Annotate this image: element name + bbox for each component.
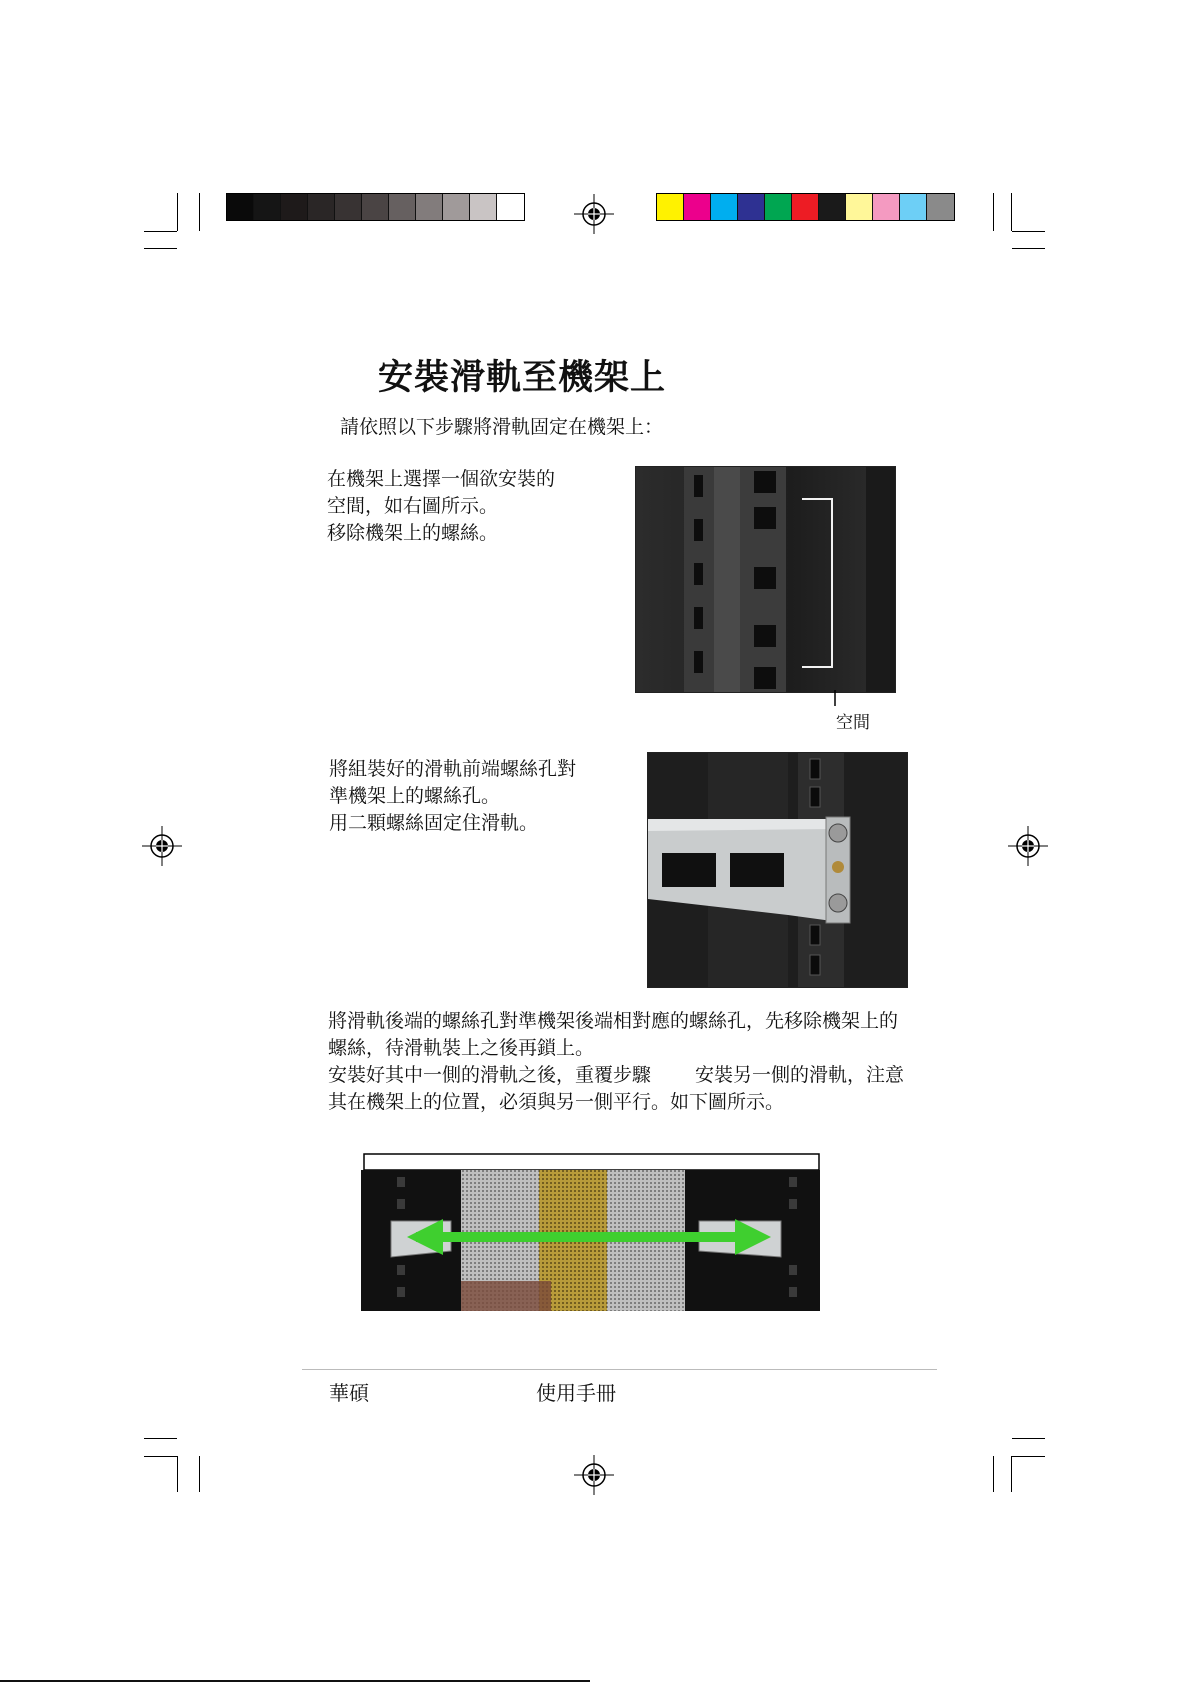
step1-line: 移除機架上的螺絲。 [327,522,499,544]
crop-mark [1012,1438,1045,1439]
color-swatch [497,194,524,220]
rail-front-photo [647,752,908,988]
step3-line: 安裝好其中一側的滑軌之後，重覆步驟 安裝另一側的滑軌，注意 [328,1064,905,1086]
footer-brand: 華碩 [329,1381,369,1405]
rack-parallel-rails-photo [361,1153,820,1311]
color-swatch [362,194,389,220]
crop-mark [1012,231,1045,232]
crosshair-target-icon [574,194,614,234]
crop-mark [144,248,177,249]
crop-mark [199,1456,200,1492]
grayscale-color-bar [226,193,525,221]
crosshair-target-icon [574,1455,614,1495]
crop-mark [1011,1456,1012,1492]
crosshair-target-icon [1008,826,1048,866]
caption-leader-line [833,690,837,706]
color-swatch [416,194,443,220]
step3-line: 螺絲，待滑軌裝上之後再鎖上。 [328,1037,595,1059]
step3-line: 將滑軌後端的螺絲孔對準機架後端相對應的螺絲孔，先移除機架上的 [328,1010,899,1032]
color-swatch [281,194,308,220]
color-swatch [738,194,765,220]
intro-text: 請依照以下步驟將滑軌固定在機架上： [340,416,664,438]
step3-line: 其在機架上的位置，必須與另一側平行。如下圖所示。 [328,1091,785,1113]
color-swatch [927,194,954,220]
color-swatch [254,194,281,220]
color-swatch [227,194,254,220]
crosshair-target-icon [142,826,182,866]
crop-mark [199,193,200,231]
crop-mark [1012,1456,1045,1457]
step1-line: 在機架上選擇一個欲安裝的 [327,468,556,490]
process-color-bar [656,193,955,221]
space-caption: 空間 [836,713,870,733]
color-swatch [684,194,711,220]
color-swatch [657,194,684,220]
color-swatch [765,194,792,220]
page-title: 安裝滑軌至機架上 [378,358,667,398]
crop-mark [177,1456,178,1492]
footer-divider [302,1369,937,1370]
color-swatch [443,194,470,220]
color-swatch [819,194,846,220]
step2-line: 將組裝好的滑軌前端螺絲孔對 [329,758,577,780]
bottom-border-line [0,1680,590,1682]
footer-manual-title: 使用手冊 [536,1381,616,1405]
color-swatch [470,194,497,220]
crop-mark [993,1456,994,1492]
color-swatch [873,194,900,220]
crop-mark [177,193,178,231]
color-swatch [308,194,335,220]
rack-space-photo [635,466,896,693]
color-swatch [900,194,927,220]
color-swatch [846,194,873,220]
step2-text [329,756,576,837]
step3-text [328,1008,904,1116]
step2-line: 準機架上的螺絲孔。 [329,785,501,807]
color-swatch [711,194,738,220]
crop-mark [1011,193,1012,231]
color-swatch [335,194,362,220]
step2-line: 用二顆螺絲固定住滑軌。 [329,812,539,834]
step1-text [327,466,555,547]
crop-mark [993,193,994,231]
crop-mark [144,1456,177,1457]
crop-mark [144,231,177,232]
crop-mark [144,1438,177,1439]
crop-mark [1012,248,1045,249]
color-swatch [389,194,416,220]
color-swatch [792,194,819,220]
step1-line: 空間，如右圖所示。 [327,495,499,517]
